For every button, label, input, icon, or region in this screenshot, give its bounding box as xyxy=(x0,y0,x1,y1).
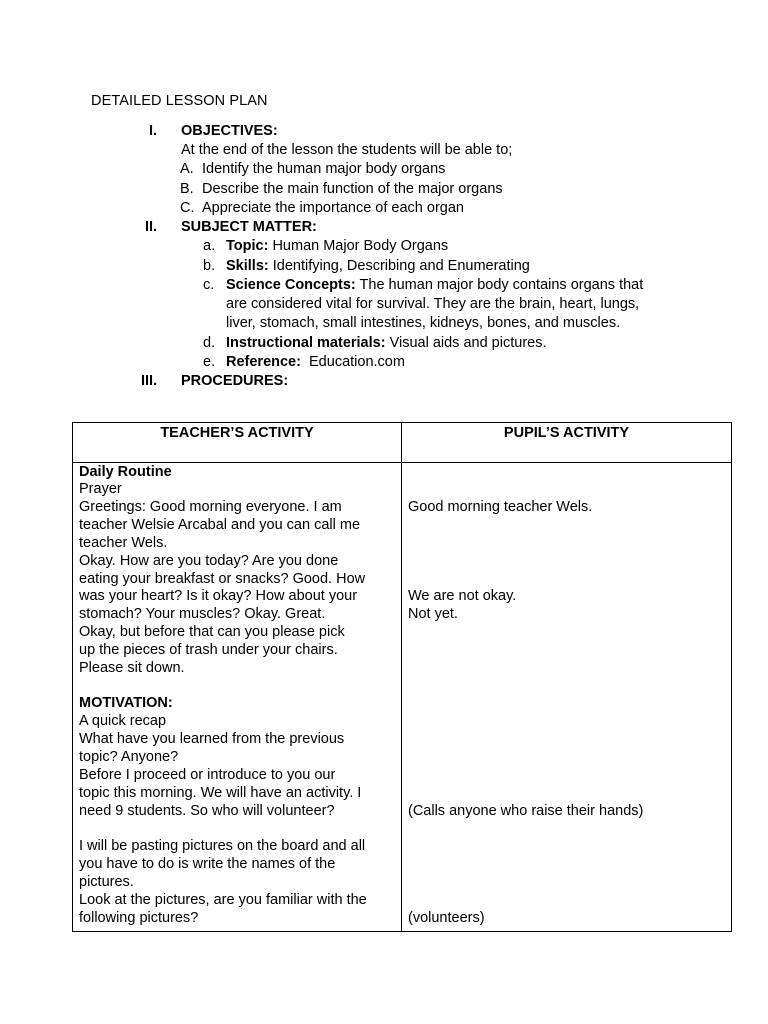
teacher-activity-cell xyxy=(73,463,402,932)
subject-label: Instructional materials: xyxy=(226,335,386,351)
teacher-line: was your heart? Is it okay? How about your xyxy=(79,588,358,604)
section-heading-subject-matter: SUBJECT MATTER: xyxy=(181,219,317,235)
teacher-line: Look at the pictures, are you familiar with the xyxy=(79,892,367,908)
subject-item-topic xyxy=(226,237,448,256)
pupil-line: Not yet. xyxy=(408,606,458,622)
objective-text: Appreciate the importance of each organ xyxy=(202,200,464,216)
teacher-line: need 9 students. So who will volunteer? xyxy=(79,803,335,819)
section-numeral-objectives: I. xyxy=(149,123,158,139)
subject-value: Visual aids and pictures. xyxy=(389,335,547,351)
pupil-line: (volunteers) xyxy=(408,910,485,926)
teacher-line: teacher Welsie Arcabal and you can call me xyxy=(79,517,361,533)
subject-label: Topic: xyxy=(226,238,269,254)
teacher-line: Okay. How are you today? Are you done xyxy=(79,553,339,569)
subject-value: Education.com xyxy=(304,354,405,370)
subject-marker: a. xyxy=(203,238,216,254)
subject-value-continued: are considered vital for survival. They are the brain, heart, lungs, xyxy=(226,296,640,312)
teacher-line: Please sit down. xyxy=(79,660,185,676)
teacher-line: topic? Anyone? xyxy=(79,749,179,765)
document-title: DETAILED LESSON PLAN xyxy=(91,93,268,109)
pupil-line: (Calls anyone who raise their hands) xyxy=(408,803,644,819)
subject-marker: d. xyxy=(203,335,216,351)
subject-label: Skills: xyxy=(226,258,269,274)
subject-item-science-concepts xyxy=(226,276,643,295)
objectives-intro: At the end of the lesson the students will be able to; xyxy=(181,142,513,158)
section-numeral-subject-matter: II. xyxy=(145,219,158,235)
teacher-line: I will be pasting pictures on the board and all xyxy=(79,838,366,854)
teacher-line: Before I proceed or introduce to you our xyxy=(79,767,336,783)
header-teacher-activity: TEACHER’S ACTIVITY xyxy=(73,423,402,463)
subject-marker: c. xyxy=(203,277,215,293)
teacher-line: up the pieces of trash under your chairs. xyxy=(79,642,338,658)
teacher-line-heading: Daily Routine xyxy=(79,464,172,480)
teacher-line: stomach? Your muscles? Okay. Great. xyxy=(79,606,326,622)
subject-marker: e. xyxy=(203,354,216,370)
section-heading-procedures: PROCEDURES: xyxy=(181,373,289,389)
subject-item-instructional-materials xyxy=(226,334,547,353)
pupil-line: Good morning teacher Wels. xyxy=(408,499,593,515)
teacher-line: following pictures? xyxy=(79,910,199,926)
subject-value: Human Major Body Organs xyxy=(272,238,449,254)
teacher-line-heading: MOTIVATION: xyxy=(79,695,173,711)
teacher-line: Greetings: Good morning everyone. I am xyxy=(79,499,342,515)
procedures-table xyxy=(72,422,732,932)
pupil-activity-content xyxy=(408,463,725,931)
objective-text: Describe the main function of the major organs xyxy=(202,181,503,197)
objective-marker: A. xyxy=(180,161,194,177)
teacher-line: What have you learned from the previous xyxy=(79,731,345,747)
objective-text: Identify the human major body organs xyxy=(202,161,446,177)
subject-label: Reference: xyxy=(226,354,301,370)
section-heading-objectives: OBJECTIVES: xyxy=(181,123,278,139)
subject-value-continued: liver, stomach, small intestines, kidneys, bones, and muscles. xyxy=(226,315,621,331)
section-numeral-procedures: III. xyxy=(141,373,158,389)
table-row xyxy=(73,463,732,932)
pupil-line: We are not okay. xyxy=(408,588,517,604)
teacher-line: pictures. xyxy=(79,874,134,890)
teacher-line: Prayer xyxy=(79,481,122,497)
teacher-activity-content xyxy=(79,463,395,931)
objective-marker: C. xyxy=(180,200,195,216)
pupil-activity-cell xyxy=(402,463,732,932)
teacher-line: teacher Wels. xyxy=(79,535,168,551)
teacher-line: eating your breakfast or snacks? Good. How xyxy=(79,571,366,587)
teacher-line: topic this morning. We will have an activity. I xyxy=(79,785,362,801)
subject-item-skills xyxy=(226,257,530,276)
teacher-line: Okay, but before that can you please pick xyxy=(79,624,345,640)
subject-item-reference xyxy=(226,353,405,372)
teacher-line: you have to do is write the names of the xyxy=(79,856,336,872)
subject-value: Identifying, Describing and Enumerating xyxy=(272,258,530,274)
subject-marker: b. xyxy=(203,258,216,274)
header-pupil-activity: PUPIL’S ACTIVITY xyxy=(402,423,732,463)
subject-value: The human major body contains organs that xyxy=(359,277,644,293)
subject-label: Science Concepts: xyxy=(226,277,356,293)
table-header-row xyxy=(73,423,732,463)
teacher-line: A quick recap xyxy=(79,713,167,729)
objective-marker: B. xyxy=(180,181,194,197)
